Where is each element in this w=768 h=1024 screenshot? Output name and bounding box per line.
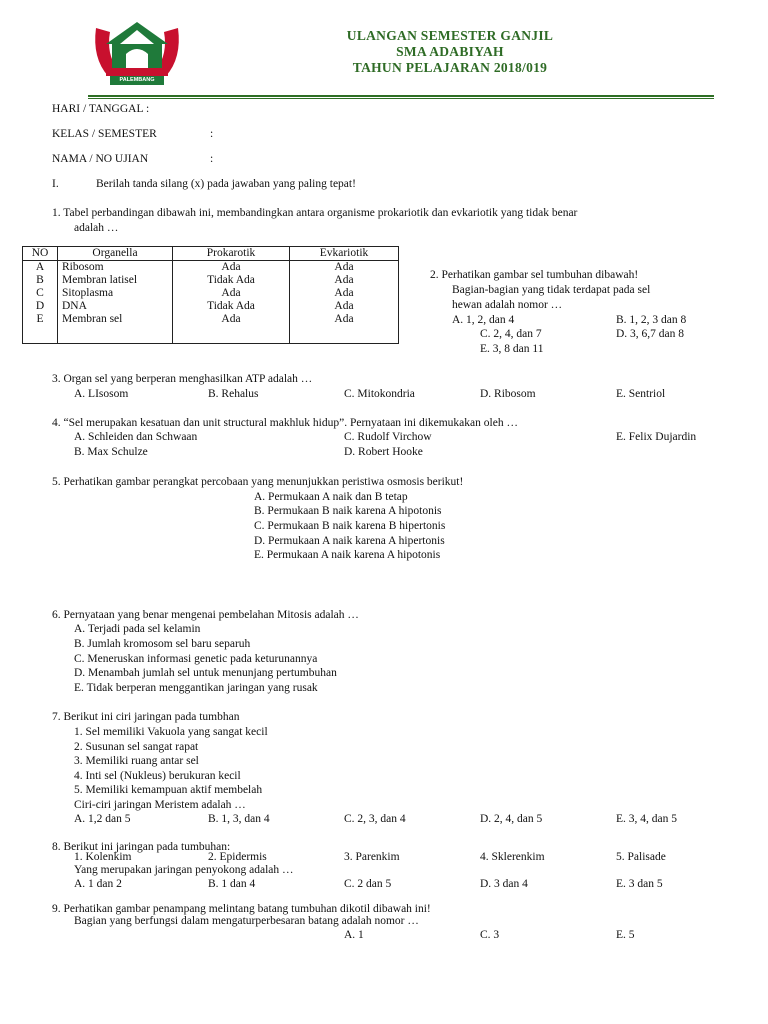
- instruction-text: Berilah tanda silang (x) pada jawaban yang paling tepat!: [96, 178, 356, 190]
- q3-option-c[interactable]: C. Mitokondria: [344, 388, 415, 400]
- field-nama: NAMA / NO UJIAN: [52, 153, 149, 165]
- table-col-prokarotik: [173, 261, 290, 344]
- table-cell: Ribosom: [62, 261, 104, 273]
- q6-option-c[interactable]: C. Meneruskan informasi genetic pada keturunannya: [74, 653, 318, 665]
- q6-stem: 6. Pernyataan yang benar mengenai pembelahan Mitosis adalah …: [52, 609, 359, 621]
- q5-option-d[interactable]: D. Permukaan A naik karena A hipertonis: [254, 535, 445, 547]
- instruction-number: I.: [52, 178, 59, 190]
- q9-stem-cont: Bagian yang berfungsi dalam mengaturperbesaran batang adalah nomor …: [74, 915, 419, 927]
- q3-option-a[interactable]: A. LIsosom: [74, 388, 129, 400]
- q9-option-e[interactable]: E. 5: [616, 929, 635, 941]
- field-kelas-colon: :: [210, 128, 214, 140]
- table-header-no: NO: [23, 247, 58, 261]
- q7-stem: 7. Berikut ini ciri jaringan pada tumbhan: [52, 711, 240, 723]
- q5-option-e[interactable]: E. Permukaan A naik karena A hipotonis: [254, 549, 441, 561]
- q7-item-3: 3. Memiliki ruang antar sel: [74, 755, 199, 767]
- q9-option-c[interactable]: C. 3: [480, 929, 500, 941]
- q7-item-1: 1. Sel memiliki Vakuola yang sangat kecil: [74, 726, 268, 738]
- table-cell: A: [35, 261, 45, 273]
- table-cell: Ada: [221, 287, 241, 299]
- table-header-prokarotik: Prokarotik: [173, 247, 290, 261]
- school-year: TAHUN PELAJARAN 2018/019: [352, 60, 548, 75]
- field-hari: HARI / TANGGAL :: [52, 103, 150, 115]
- header-rule-thin: [88, 98, 714, 99]
- field-kelas: KELAS / SEMESTER: [52, 128, 157, 140]
- q8-option-b[interactable]: B. 1 dan 4: [208, 878, 256, 890]
- q8-stem: 8. Berikut ini jaringan pada tumbuhan:: [52, 841, 231, 853]
- table-cell: Membran sel: [62, 313, 123, 325]
- table-cell: DNA: [62, 300, 87, 312]
- q6-option-e[interactable]: E. Tidak berperan menggantikan jaringan yang rusak: [74, 682, 318, 694]
- q6-option-b[interactable]: B. Jumlah kromosom sel baru separuh: [74, 638, 251, 650]
- header-rule: [88, 95, 714, 97]
- q7-option-d[interactable]: D. 2, 4, dan 5: [480, 813, 543, 825]
- q1-stem: 1. Tabel perbandingan dibawah ini, membandingkan antara organisme prokariotik dan evkariotik yang tidak benar: [52, 207, 578, 219]
- table-header-organella: Organella: [58, 247, 173, 261]
- q7-question: Ciri-ciri jaringan Meristem adalah …: [74, 799, 246, 811]
- q8-question: Yang merupakan jaringan penyokong adalah …: [74, 864, 294, 876]
- q2-option-e[interactable]: E. 3, 8 dan 11: [480, 343, 544, 355]
- q2-stem-line2: Bagian-bagian yang tidak terdapat pada sel: [452, 284, 651, 296]
- q8-option-d[interactable]: D. 3 dan 4: [480, 878, 528, 890]
- q6-option-a[interactable]: A. Terjadi pada sel kelamin: [74, 623, 201, 635]
- q8-item-1: 1. Kolenkim: [74, 851, 132, 863]
- table-cell: Ada: [334, 313, 354, 325]
- table-col-no: [23, 261, 58, 344]
- table-cell: Ada: [334, 274, 354, 286]
- table-cell: E: [36, 313, 44, 325]
- exam-title: ULANGAN SEMESTER GANJIL: [346, 28, 554, 43]
- q2-option-d[interactable]: D. 3, 6,7 dan 8: [616, 328, 685, 340]
- table-cell: Sitoplasma: [62, 287, 114, 299]
- q5-option-b[interactable]: B. Permukaan B naik karena A hipotonis: [254, 505, 442, 517]
- q5-option-c[interactable]: C. Permukaan B naik karena B hipertonis: [254, 520, 446, 532]
- q2-option-b[interactable]: B. 1, 2, 3 dan 8: [616, 314, 687, 326]
- q4-option-b[interactable]: B. Max Schulze: [74, 446, 148, 458]
- q9-stem: 9. Perhatikan gambar penampang melintang batang tumbuhan dikotil dibawah ini!: [52, 903, 431, 915]
- q8-item-2: 2. Epidermis: [208, 851, 267, 863]
- table-cell: Membran latisel: [62, 274, 138, 286]
- q7-option-c[interactable]: C. 2, 3, dan 4: [344, 813, 406, 825]
- q5-stem: 5. Perhatikan gambar perangkat percobaan yang menunjukkan peristiwa osmosis berikut!: [52, 476, 464, 488]
- q2-option-c[interactable]: C. 2, 4, dan 7: [480, 328, 542, 340]
- school-name: SMA ADABIYAH: [396, 44, 504, 59]
- q4-option-e[interactable]: E. Felix Dujardin: [616, 431, 697, 443]
- table-cell: Ada: [221, 313, 241, 325]
- q7-option-a[interactable]: A. 1,2 dan 5: [74, 813, 131, 825]
- table-cell: D: [35, 300, 45, 312]
- q7-item-5: 5. Memiliki kemampuan aktif membelah: [74, 784, 263, 796]
- q8-item-3: 3. Parenkim: [344, 851, 400, 863]
- q3-option-b[interactable]: B. Rehalus: [208, 388, 259, 400]
- organelle-table: [22, 246, 399, 344]
- q7-item-2: 2. Susunan sel sangat rapat: [74, 741, 199, 753]
- table-header-evkariotik: Evkariotik: [290, 247, 399, 261]
- q1-stem-cont: adalah …: [74, 222, 119, 234]
- q6-option-d[interactable]: D. Menambah jumlah sel untuk menunjang pertumbuhan: [74, 667, 337, 679]
- q8-option-a[interactable]: A. 1 dan 2: [74, 878, 122, 890]
- table-cell: Ada: [334, 287, 354, 299]
- q4-option-c[interactable]: C. Rudolf Virchow: [344, 431, 432, 443]
- table-cell: Ada: [334, 300, 354, 312]
- q2-stem: 2. Perhatikan gambar sel tumbuhan dibawah!: [430, 269, 639, 281]
- q5-option-a[interactable]: A. Permukaan A naik dan B tetap: [254, 491, 408, 503]
- table-cell: Tidak Ada: [207, 274, 255, 286]
- q3-option-e[interactable]: E. Sentriol: [616, 388, 666, 400]
- q8-option-e[interactable]: E. 3 dan 5: [616, 878, 663, 890]
- table-header-row: [23, 247, 399, 261]
- q8-option-c[interactable]: C. 2 dan 5: [344, 878, 392, 890]
- table-cell: Tidak Ada: [207, 300, 255, 312]
- q7-option-b[interactable]: B. 1, 3, dan 4: [208, 813, 270, 825]
- q4-option-d[interactable]: D. Robert Hooke: [344, 446, 423, 458]
- q8-item-5: 5. Palisade: [616, 851, 666, 863]
- q3-option-d[interactable]: D. Ribosom: [480, 388, 536, 400]
- q2-option-a[interactable]: A. 1, 2, dan 4: [452, 314, 515, 326]
- q9-option-a[interactable]: A. 1: [344, 929, 364, 941]
- q3-stem: 3. Organ sel yang berperan menghasilkan ATP adalah …: [52, 373, 313, 385]
- q4-option-a[interactable]: A. Schleiden dan Schwaan: [74, 431, 198, 443]
- table-cell: Ada: [221, 261, 241, 273]
- field-nama-colon: :: [210, 153, 214, 165]
- table-cell: B: [36, 274, 44, 286]
- q4-stem: 4. “Sel merupakan kesatuan dan unit structural makhluk hidup”. Pernyataan ini dikemukakan oleh …: [52, 417, 518, 429]
- school-logo: [88, 18, 186, 88]
- table-cell: C: [36, 287, 44, 299]
- q2-stem-line3: hewan adalah nomor …: [452, 299, 563, 311]
- q7-option-e[interactable]: E. 3, 4, dan 5: [616, 813, 678, 825]
- table-body-row: [23, 261, 399, 344]
- table-col-evkariotik: [290, 261, 399, 344]
- table-col-organella: [58, 261, 173, 344]
- q7-item-4: 4. Inti sel (Nukleus) berukuran kecil: [74, 770, 241, 782]
- table-cell: Ada: [334, 261, 354, 273]
- logo-caption: PALEMBANG: [119, 77, 155, 83]
- q8-item-4: 4. Sklerenkim: [480, 851, 545, 863]
